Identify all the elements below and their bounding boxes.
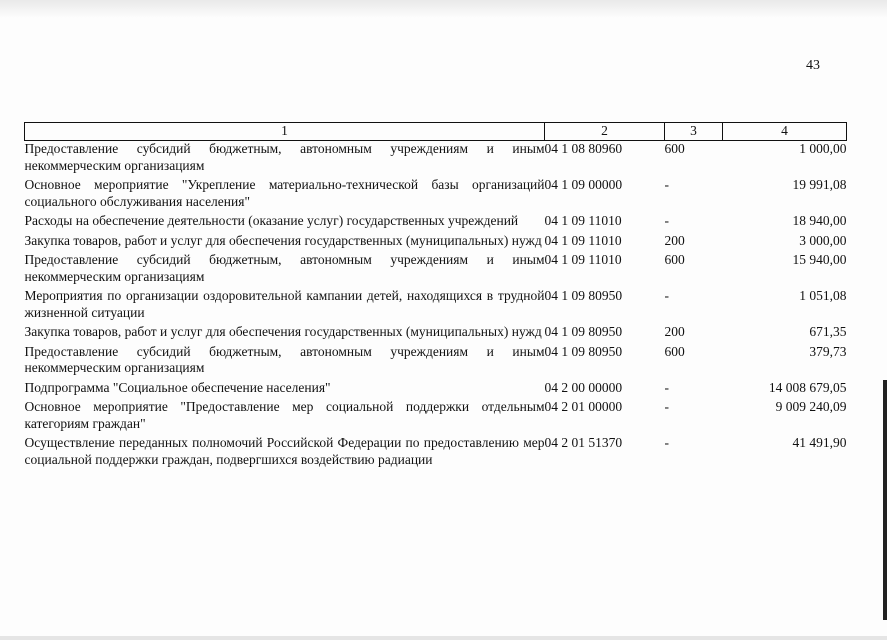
- table-row: [25, 344, 847, 380]
- row-expense-type: -: [664, 288, 669, 303]
- header-col-4: 4: [723, 123, 847, 141]
- header-col-1: 1: [25, 123, 545, 141]
- row-expense-type: 600: [664, 252, 685, 267]
- row-name: Подпрограмма "Социальное обеспечение населения": [24, 379, 331, 395]
- row-sum: 379,73: [809, 343, 847, 359]
- row-expense-type: 600: [664, 343, 685, 359]
- row-code: 04 1 09 80950: [544, 343, 623, 359]
- table-row: [25, 141, 847, 178]
- row-name: Закупка товаров, работ и услуг для обеспечения государственных (муниципальных) нужд: [24, 232, 542, 248]
- row-name: Осуществление переданных полномочий Российской Федерации по предоставлению мер социальной поддержки граждан, подвергшихся воздействию радиации: [24, 435, 545, 467]
- row-code: 04 1 09 11010: [544, 232, 622, 248]
- row-name: Основное мероприятие "Предоставление мер социальной поддержки отдельным категориям граждан": [24, 399, 545, 431]
- row-name: Предоставление субсидий бюджетным, автономным учреждениям и иным некоммерческим организациям: [24, 343, 545, 375]
- row-sum: 1 051,08: [799, 288, 847, 303]
- row-expense-type: 200: [664, 324, 685, 339]
- table-row: [25, 233, 847, 253]
- row-sum: 19 991,08: [792, 177, 847, 192]
- row-expense-type: -: [664, 435, 669, 450]
- table-row: [25, 252, 847, 288]
- row-expense-type: 200: [664, 232, 685, 248]
- scan-shadow-bottom: [0, 636, 887, 640]
- table-row: [25, 177, 847, 213]
- row-code: 04 1 08 80960: [544, 141, 623, 156]
- row-code: 04 1 09 00000: [544, 177, 623, 192]
- table-row: [25, 288, 847, 324]
- row-name: Расходы на обеспечение деятельности (оказание услуг) государственных учреждений: [24, 213, 519, 228]
- row-name: Мероприятия по организации оздоровительной кампании детей, находящихся в трудной жизненной ситуации: [24, 288, 545, 320]
- table-row: [25, 435, 847, 471]
- page-number: 43: [806, 58, 820, 73]
- table-row: [25, 380, 847, 400]
- row-code: 04 1 09 80950: [544, 324, 623, 339]
- row-expense-type: -: [664, 379, 669, 395]
- row-code: 04 1 09 11010: [544, 252, 622, 267]
- row-sum: 1 000,00: [799, 141, 847, 156]
- budget-table: [24, 122, 847, 471]
- row-sum: 3 000,00: [799, 232, 847, 248]
- row-sum: 671,35: [809, 324, 847, 339]
- table-header-row: [25, 123, 847, 141]
- scan-edge-right: [883, 380, 887, 620]
- row-expense-type: -: [664, 177, 669, 192]
- row-sum: 15 940,00: [792, 252, 847, 267]
- row-code: 04 1 09 80950: [544, 288, 623, 303]
- table-row: [25, 213, 847, 233]
- row-expense-type: 600: [664, 141, 685, 156]
- row-expense-type: -: [664, 213, 669, 228]
- row-sum: 41 491,90: [792, 435, 847, 450]
- row-sum: 9 009 240,09: [775, 399, 847, 414]
- header-col-2: 2: [545, 123, 665, 141]
- row-code: 04 2 00 00000: [544, 379, 623, 395]
- row-expense-type: -: [664, 399, 669, 414]
- row-code: 04 1 09 11010: [544, 213, 622, 228]
- scan-shadow-top: [0, 0, 887, 18]
- row-sum: 14 008 679,05: [768, 379, 847, 395]
- row-name: Закупка товаров, работ и услуг для обеспечения государственных (муниципальных) нужд: [24, 324, 542, 339]
- row-code: 04 2 01 51370: [544, 435, 623, 450]
- row-name: Основное мероприятие "Укрепление материально-технической базы организаций социального обслуживания населения": [24, 177, 545, 209]
- table-row: [25, 399, 847, 435]
- row-name: Предоставление субсидий бюджетным, автономным учреждениям и иным некоммерческим организациям: [24, 141, 545, 173]
- header-col-3: 3: [665, 123, 723, 141]
- table-row: [25, 324, 847, 344]
- row-code: 04 2 01 00000: [544, 399, 623, 414]
- row-name: Предоставление субсидий бюджетным, автономным учреждениям и иным некоммерческим организациям: [24, 252, 545, 284]
- row-sum: 18 940,00: [792, 213, 847, 228]
